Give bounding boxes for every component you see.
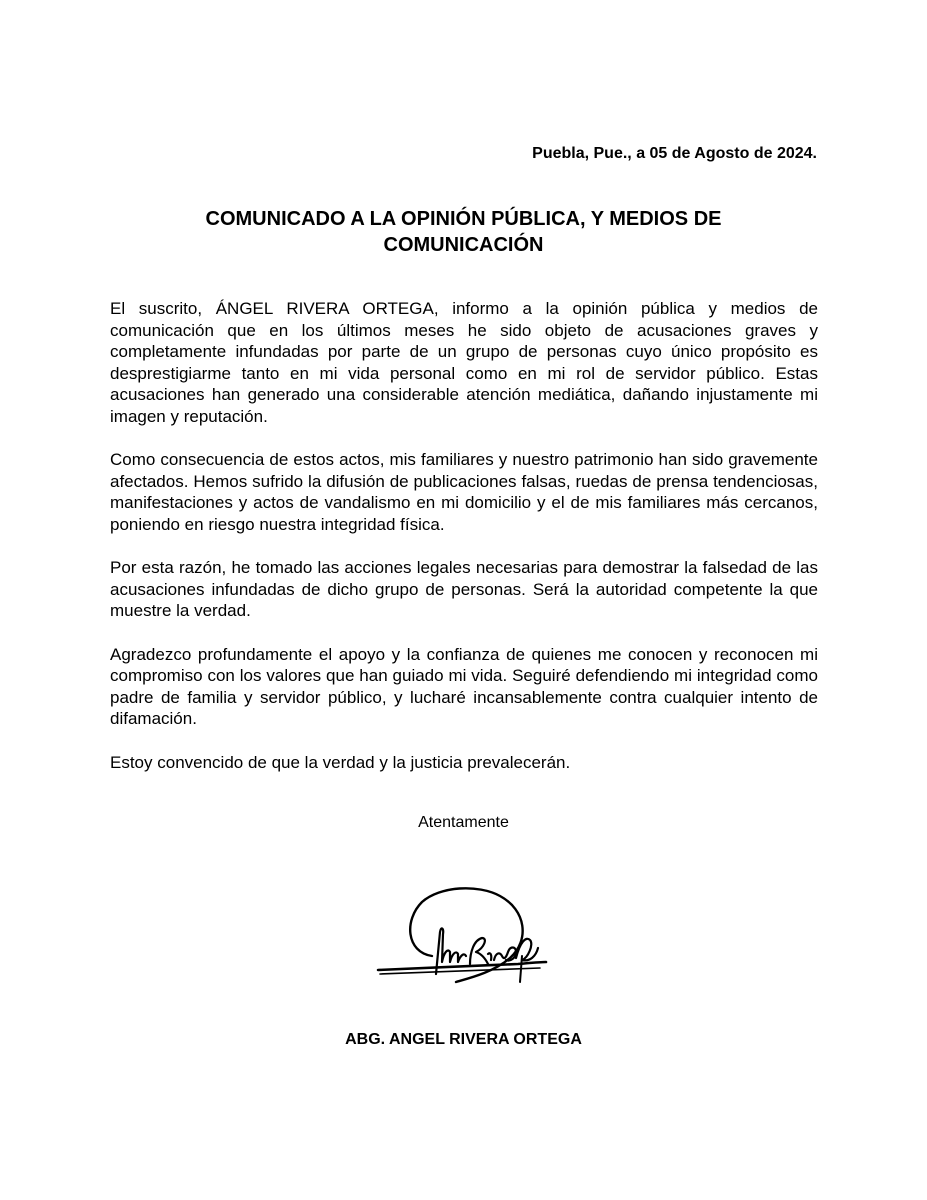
handwritten-signature <box>370 882 560 992</box>
body-paragraph-2: Como consecuencia de estos actos, mis familiares y nuestro patrimonio han sido gravemente afectados. Hemos sufrido la difusión de publicaciones falsas, ruedas de prensa tendenciosas, manifestaciones y actos de vandalismo en mi domicilio y el de mis familiares más cercanos, poniendo en riesgo nuestra integridad física. <box>110 450 818 534</box>
place-date: Puebla, Pue., a 05 de Agosto de 2024. <box>532 145 817 162</box>
body-paragraph-3: Por esta razón, he tomado las acciones legales necesarias para demostrar la falsedad de las acusaciones infundadas de dicho grupo de personas. Será la autoridad competente la que muestre la verdad. <box>110 558 818 620</box>
document-body <box>110 298 818 795</box>
body-paragraph-1: El suscrito, ÁNGEL RIVERA ORTEGA, informo a la opinión pública y medios de comunicación que en los últimos meses he sido objeto de acusaciones graves y completamente infundadas por parte de un grupo de personas cuyo único propósito es desprestigiarme tanto en mi vida personal como en mi rol de servidor público. Estas acusaciones han generado una considerable atención mediática, dañando injustamente mi imagen y reputación. <box>110 299 818 426</box>
document-title-line-1: COMUNICADO A LA OPINIÓN PÚBLICA, Y MEDIOS DE <box>205 208 722 230</box>
body-paragraph-4: Agradezco profundamente el apoyo y la confianza de quienes me conocen y reconocen mi compromiso con los valores que han guiado mi vida. Seguiré defendiendo mi integridad como padre de familia y servidor público, y lucharé incansablemente contra cualquier intento de difamación. <box>110 644 818 728</box>
signature-tail <box>520 956 522 982</box>
signer-name: ABG. ANGEL RIVERA ORTEGA <box>345 1031 582 1048</box>
closing-salutation <box>0 814 927 832</box>
closing-salutation-text: Atentamente <box>418 814 509 831</box>
body-paragraph-5: Estoy convencido de que la verdad y la justicia prevalecerán. <box>110 752 571 772</box>
document-title-line-2: COMUNICACIÓN <box>383 234 544 256</box>
document-title <box>110 206 817 258</box>
